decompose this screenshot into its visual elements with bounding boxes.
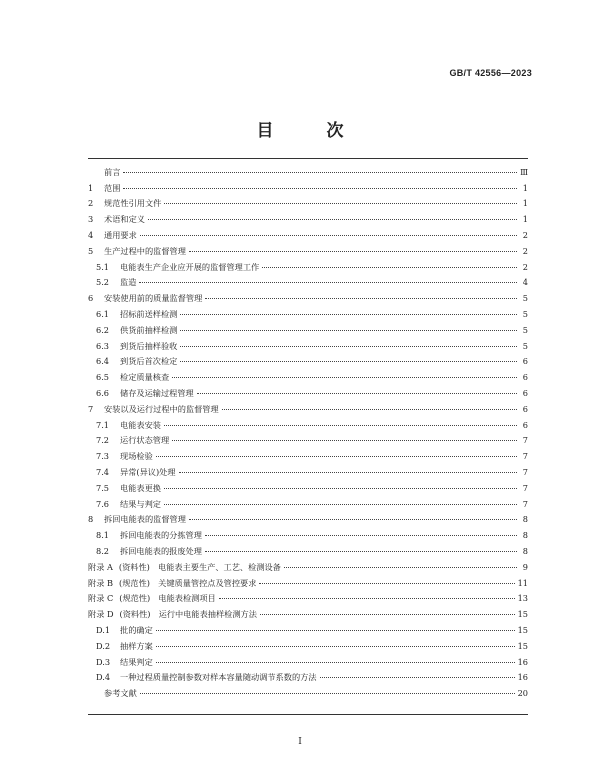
toc-entry-title: 安装以及运行过程中的监督管理: [104, 403, 219, 414]
toc-leader-dots: [164, 488, 517, 489]
toc-entry-number: 5.2: [96, 277, 110, 288]
toc-leader-dots: [205, 298, 517, 299]
toc-entry-title: 运行状态管理: [120, 435, 170, 446]
toc-entry-page: 1: [522, 198, 528, 209]
toc-entry[interactable]: [88, 431, 528, 447]
toc-leader-dots: [156, 646, 515, 647]
toc-entry-page: 5: [522, 293, 528, 304]
toc-entry-number: 1: [88, 182, 94, 193]
toc-leader-dots: [259, 583, 514, 584]
bottom-rule: [88, 714, 528, 715]
toc-leader-dots: [123, 188, 517, 189]
toc-entry-page: 15: [517, 609, 528, 620]
toc-entry[interactable]: [88, 636, 528, 652]
toc-entry-title: 拆回电能表的分拣管理: [120, 530, 202, 541]
toc-entry-number: 5: [88, 245, 94, 256]
toc-entry-page: 1: [522, 182, 528, 193]
toc-entry-title: 术语和定义: [104, 214, 145, 225]
toc-entry-page: 6: [522, 387, 528, 398]
toc-entry-number: 7.2: [96, 435, 110, 446]
toc-entry[interactable]: [88, 194, 528, 210]
toc-entry-page: 6: [522, 419, 528, 430]
toc-entry[interactable]: [88, 383, 528, 399]
toc-leader-dots: [219, 598, 515, 599]
toc-entry[interactable]: [88, 620, 528, 636]
toc-entry-number: 7: [88, 403, 94, 414]
toc-entry-title: 拆回电能表的监督管理: [104, 514, 186, 525]
toc-entry-page: 6: [522, 403, 528, 414]
toc-leader-dots: [140, 693, 515, 694]
toc-entry-page: 8: [522, 545, 528, 556]
toc-entry-number: 8: [88, 514, 94, 525]
toc-leader-dots: [164, 203, 517, 204]
toc-entry-number: 7.3: [96, 451, 110, 462]
toc-entry[interactable]: [88, 415, 528, 431]
toc-leader-dots: [222, 409, 517, 410]
page-number: Ⅰ: [298, 737, 302, 747]
toc-leader-dots: [164, 504, 517, 505]
toc-entry[interactable]: [88, 162, 528, 178]
toc-entry[interactable]: [88, 352, 528, 368]
toc-leader-dots: [148, 219, 517, 220]
toc-entry-page: 13: [517, 593, 528, 604]
toc-entry[interactable]: [88, 573, 528, 589]
toc-leader-dots: [180, 361, 517, 362]
toc-leader-dots: [320, 677, 515, 678]
toc-entry-number: 6.1: [96, 308, 110, 319]
toc-entry-number: 附录 A: [88, 561, 113, 572]
toc-entry[interactable]: [88, 399, 528, 415]
toc-entry-page: 7: [522, 466, 528, 477]
toc-entry-page: 8: [522, 530, 528, 541]
toc-entry-title: 检定质量核查: [120, 372, 170, 383]
toc-entry-number: 6.6: [96, 387, 110, 398]
toc-entry[interactable]: [88, 652, 528, 668]
toc-entry-title: 生产过程中的监督管理: [104, 245, 186, 256]
toc-entry[interactable]: [88, 178, 528, 194]
toc-leader-dots: [197, 393, 517, 394]
toc-entry-number: 6.2: [96, 324, 110, 335]
toc-entry-title: 监造: [120, 277, 137, 288]
toc-leader-dots: [139, 282, 517, 283]
toc-entry[interactable]: [88, 683, 528, 699]
toc-entry-number: 2: [88, 198, 94, 209]
toc-entry[interactable]: [88, 668, 528, 684]
toc-entry[interactable]: [88, 225, 528, 241]
toc-leader-dots: [179, 472, 517, 473]
toc-entry-page: 20: [517, 688, 528, 699]
toc-entry-number: D.1: [96, 624, 111, 635]
toc-entry[interactable]: [88, 494, 528, 510]
toc-entry[interactable]: [88, 273, 528, 289]
toc-entry-page: 7: [522, 482, 528, 493]
toc-entry-number: D.4: [96, 672, 111, 683]
toc-entry-number: 附录 C: [88, 593, 114, 604]
toc-entry-title: (资料性) 运行中电能表抽样检测方法: [119, 609, 257, 620]
toc-entry[interactable]: [88, 478, 528, 494]
toc-entry-page: 5: [522, 324, 528, 335]
toc-entry-title: 安装使用前的质量监督管理: [104, 293, 203, 304]
toc-entry[interactable]: [88, 604, 528, 620]
toc-entry-title: 到货后首次检定: [120, 356, 178, 367]
toc-entry-number: 8.2: [96, 545, 110, 556]
toc-entry-page: 7: [522, 498, 528, 509]
toc-entry[interactable]: [88, 241, 528, 257]
toc-entry-title: 现场检验: [120, 451, 153, 462]
toc-entry-title: 一种过程质量控制参数对样本容量随动调节系数的方法: [120, 672, 317, 683]
toc-leader-dots: [205, 535, 517, 536]
page-title: 目 次: [256, 121, 362, 141]
toc-leader-dots: [123, 172, 517, 173]
toc-entry-title: 供货前抽样检测: [120, 324, 178, 335]
toc-entry-title: 电能表安装: [120, 419, 161, 430]
toc-entry-number: 6.5: [96, 372, 110, 383]
toc-entry-title: (规范性) 关键质量管控点及管控要求: [119, 577, 257, 588]
toc-entry-title: 结果判定: [120, 656, 153, 667]
toc-entry-page: 8: [522, 514, 528, 525]
toc-entry-page: 11: [517, 577, 528, 588]
toc-entry-title: 拆回电能表的报废处理: [120, 545, 202, 556]
toc-entry[interactable]: [88, 557, 528, 573]
toc-entry-number: 3: [88, 214, 94, 225]
toc-leader-dots: [180, 330, 517, 331]
toc-entry-number: D.3: [96, 656, 111, 667]
toc-leader-dots: [164, 425, 517, 426]
toc-leader-dots: [189, 251, 517, 252]
toc-entry-title: 异常(异议)处理: [120, 466, 176, 477]
toc-entry-page: 7: [522, 451, 528, 462]
toc-entry-title: 电能表更换: [120, 482, 161, 493]
toc-entry-number: 6: [88, 293, 94, 304]
toc-entry-title: 参考文献: [104, 688, 137, 699]
toc-leader-dots: [284, 567, 517, 568]
toc-leader-dots: [172, 440, 517, 441]
toc-entry-number: 附录 B: [88, 577, 113, 588]
toc-entry-title: (资料性) 电能表主要生产、工艺、检测设备: [118, 561, 281, 572]
toc-leader-dots: [156, 456, 517, 457]
toc-entry-title: 前言: [104, 166, 121, 177]
toc-entry[interactable]: [88, 304, 528, 320]
toc-leader-dots: [156, 630, 515, 631]
toc-entry[interactable]: [88, 589, 528, 605]
toc-entry-page: 16: [517, 672, 528, 683]
toc-entry-number: 5.1: [96, 261, 110, 272]
toc-entry[interactable]: [88, 257, 528, 273]
toc-entry-number: 附录 D: [88, 609, 114, 620]
toc-leader-dots: [156, 662, 515, 663]
toc-entry-title: 规范性引用文件: [104, 198, 162, 209]
toc-entry[interactable]: [88, 510, 528, 526]
toc-entry-page: 6: [522, 356, 528, 367]
toc-entry-title: 到货后抽样验收: [120, 340, 178, 351]
toc-entry[interactable]: [88, 288, 528, 304]
top-rule: [88, 158, 528, 159]
toc-entry[interactable]: [88, 209, 528, 225]
toc-entry[interactable]: [88, 446, 528, 462]
toc-entry-number: 7.1: [96, 419, 110, 430]
toc-entry-title: 储存及运输过程管理: [120, 387, 194, 398]
toc-entry-title: 批的确定: [120, 624, 153, 635]
toc-entry[interactable]: [88, 462, 528, 478]
toc-entry-title: 范围: [104, 182, 121, 193]
toc-entry-title: (规范性) 电能表检测项目: [119, 593, 216, 604]
toc-leader-dots: [172, 377, 517, 378]
toc-leader-dots: [140, 235, 517, 236]
toc-entry-number: 6.3: [96, 340, 110, 351]
toc-leader-dots: [180, 314, 517, 315]
toc-entry-title: 电能表生产企业应开展的监督管理工作: [120, 261, 260, 272]
toc-entry-number: 6.4: [96, 356, 110, 367]
toc-entry-number: 4: [88, 229, 94, 240]
toc-entry[interactable]: [88, 336, 528, 352]
toc-leader-dots: [189, 519, 517, 520]
toc-entry-page: 5: [522, 340, 528, 351]
toc-leader-dots: [180, 346, 517, 347]
toc-entry-number: D.2: [96, 640, 111, 651]
toc-entry-title: 通用要求: [104, 229, 137, 240]
toc-entry-page: 2: [522, 245, 528, 256]
toc-entry-page: 2: [522, 229, 528, 240]
table-of-contents: [88, 162, 528, 699]
toc-entry-page: 2: [522, 261, 528, 272]
toc-entry-title: 结果与判定: [120, 498, 161, 509]
toc-entry-page: 5: [522, 308, 528, 319]
toc-entry[interactable]: [88, 367, 528, 383]
toc-entry[interactable]: [88, 320, 528, 336]
toc-entry-page: 16: [517, 656, 528, 667]
toc-entry[interactable]: [88, 525, 528, 541]
standard-code: GB/T 42556—2023: [449, 68, 532, 78]
toc-entry-page: 4: [522, 277, 528, 288]
toc-leader-dots: [262, 267, 517, 268]
toc-entry-title: 招标前送样检测: [120, 308, 178, 319]
toc-entry-number: 7.6: [96, 498, 110, 509]
toc-entry-page: 15: [517, 624, 528, 635]
toc-leader-dots: [205, 551, 517, 552]
toc-entry-page: 15: [517, 640, 528, 651]
toc-entry-number: 7.4: [96, 466, 110, 477]
toc-entry-page: 6: [522, 372, 528, 383]
toc-entry-number: 7.5: [96, 482, 110, 493]
toc-entry-page: 1: [522, 214, 528, 225]
toc-entry[interactable]: [88, 541, 528, 557]
toc-entry-page: 9: [522, 561, 528, 572]
toc-leader-dots: [260, 614, 515, 615]
toc-entry-number: 8.1: [96, 530, 110, 541]
toc-entry-title: 抽样方案: [120, 640, 153, 651]
toc-entry-page: 7: [522, 435, 528, 446]
toc-entry-page: Ⅲ: [520, 166, 528, 177]
